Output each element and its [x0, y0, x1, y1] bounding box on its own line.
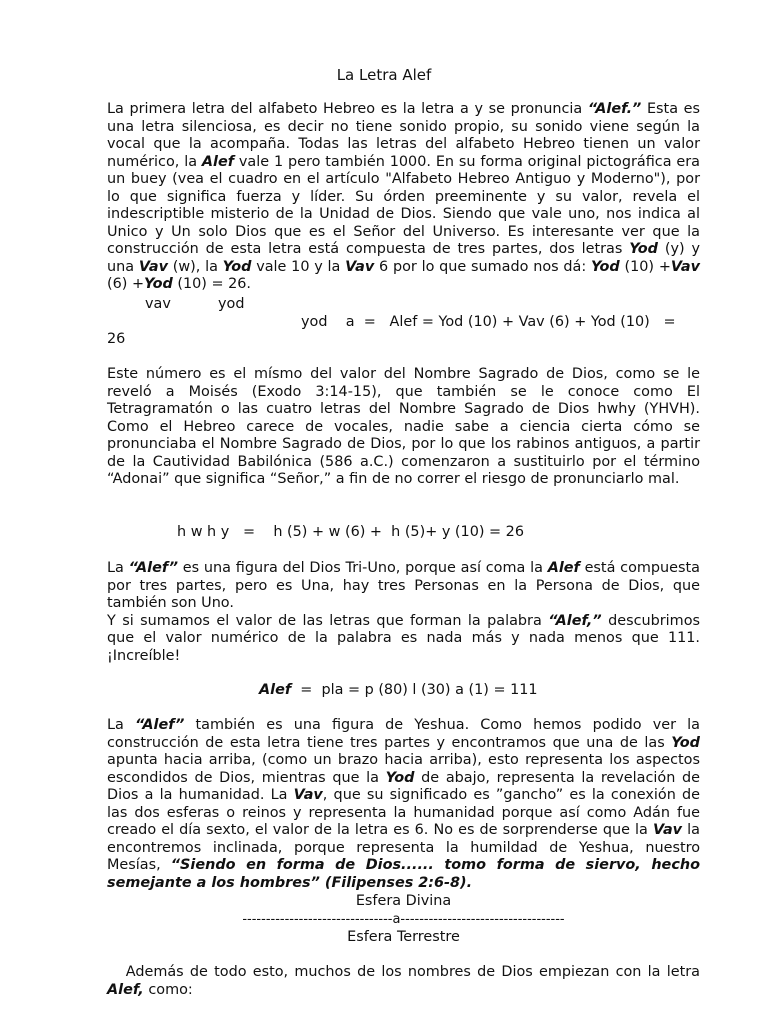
paragraph-intro: La primera letra del alfabeto Hebreo es la letra a y se pronuncia “Alef.” Esta es una letra silenciosa, es decir no tiene sonido propio, su sonido viene según la vocal que la acompaña. Todas las letras del alfabeto Hebreo tienen un valor numérico, la Alef vale 1 pero también 1000. En su forma original pictográfica era un buey (vea el cuadro en el artículo "Alfabeto Hebreo Antiguo y Moderno"), por lo que significa fuerza y líder. Su órden preeminente y su valor, revela el indescriptible misterio de la Unidad de Dios. Siendo que vale uno, nos indica al Unico y Un solo Dios que es el Señor del Universo. Es interesante ver que la construcción de esta letra está compuesta de tres partes, dos letras Yod (y) y una Vav (w), la Yod vale 10 y la Vav 6 por lo que sumado nos dá: Yod (10) +Vav (6) +Yod (10) = 26.: [107, 101, 700, 292]
equation-alef: yod a = Alef = Yod (10) + Vav (6) + Yod (10) =: [301, 314, 676, 330]
label-esfera-divina: Esfera Divina: [355, 893, 452, 909]
paragraph-tri-uno: La “Alef” es una figura del Dios Tri-Uno, porque así coma la Alef está compuesta por tres partes, pero es Una, hay tres Personas en la Persona de Dios, que también son Uno. Y si sumamos el valor de las letras que forman la palabra “Alef,” descubrimos que el valor numérico de la palabra es nada más y nada menos que 111. ¡Increíble!: [107, 560, 700, 664]
label-vav: vav: [145, 296, 171, 312]
page-title: La Letra Alef: [336, 66, 432, 84]
equation-alef-result: 26: [107, 331, 126, 347]
label-esfera-terrestre: Esfera Terrestre: [347, 929, 460, 945]
paragraph-tetragrammaton: Este número es el mísmo del valor del Nombre Sagrado de Dios, como se le reveló a Moisés (Exodo 3:14-15), que también se le conoce como El Tetragramatón o las cuatro letras del Nombre Sagrado de Dios hwhy (YHVH). Como el Hebreo carece de vocales, nadie sabe a ciencia cierta cómo se pronunciaba el Nombre Sagrado de Dios, por lo que los rabinos antiguos, a partir de la Cautividad Babilónica (586 a.C.) comenzaron a sustituirlo por el término “Adonai” que significa “Señor,” a fin de no correr el riesgo de pronunciarlo mal.: [107, 366, 700, 487]
equation-yhvh: h w h y = h (5) + w (6) + h (5)+ y (10) = 26: [177, 524, 524, 540]
paragraph-yeshua: La “Alef” también es una figura de Yeshua. Como hemos podido ver la construcción de esta letra tiene tres partes y encontramos que una de las Yod apunta hacia arriba, (como un brazo hacia arriba), esto representa los aspectos escondidos de Dios, mientras que la Yod de abajo, representa la revelación de Dios a la humanidad. La Vav, que su significado es ”gancho” es la conexión de las dos esferas o reinos y representa la humanidad porque así como Adán fue creado el día sexto, el valor de la letra es 6. No es de sorprenderse que la Vav la encontremos inclinada, porque representa la humildad de Yeshua, nuestro Mesías, “Siendo en forma de Dios...... tomo forma de siervo, hecho semejante a los hombres” (Filipenses 2:6-8).: [107, 717, 700, 891]
label-yod: yod: [218, 296, 245, 312]
equation-alef-value: Alef = pla = p (80) l (30) a (1) = 111: [259, 682, 538, 698]
paragraph-nombres: Además de todo esto, muchos de los nombres de Dios empiezan con la letra Alef, como:: [107, 964, 705, 998]
divider-line: --------------------------------a-----------------------------------: [242, 912, 565, 927]
